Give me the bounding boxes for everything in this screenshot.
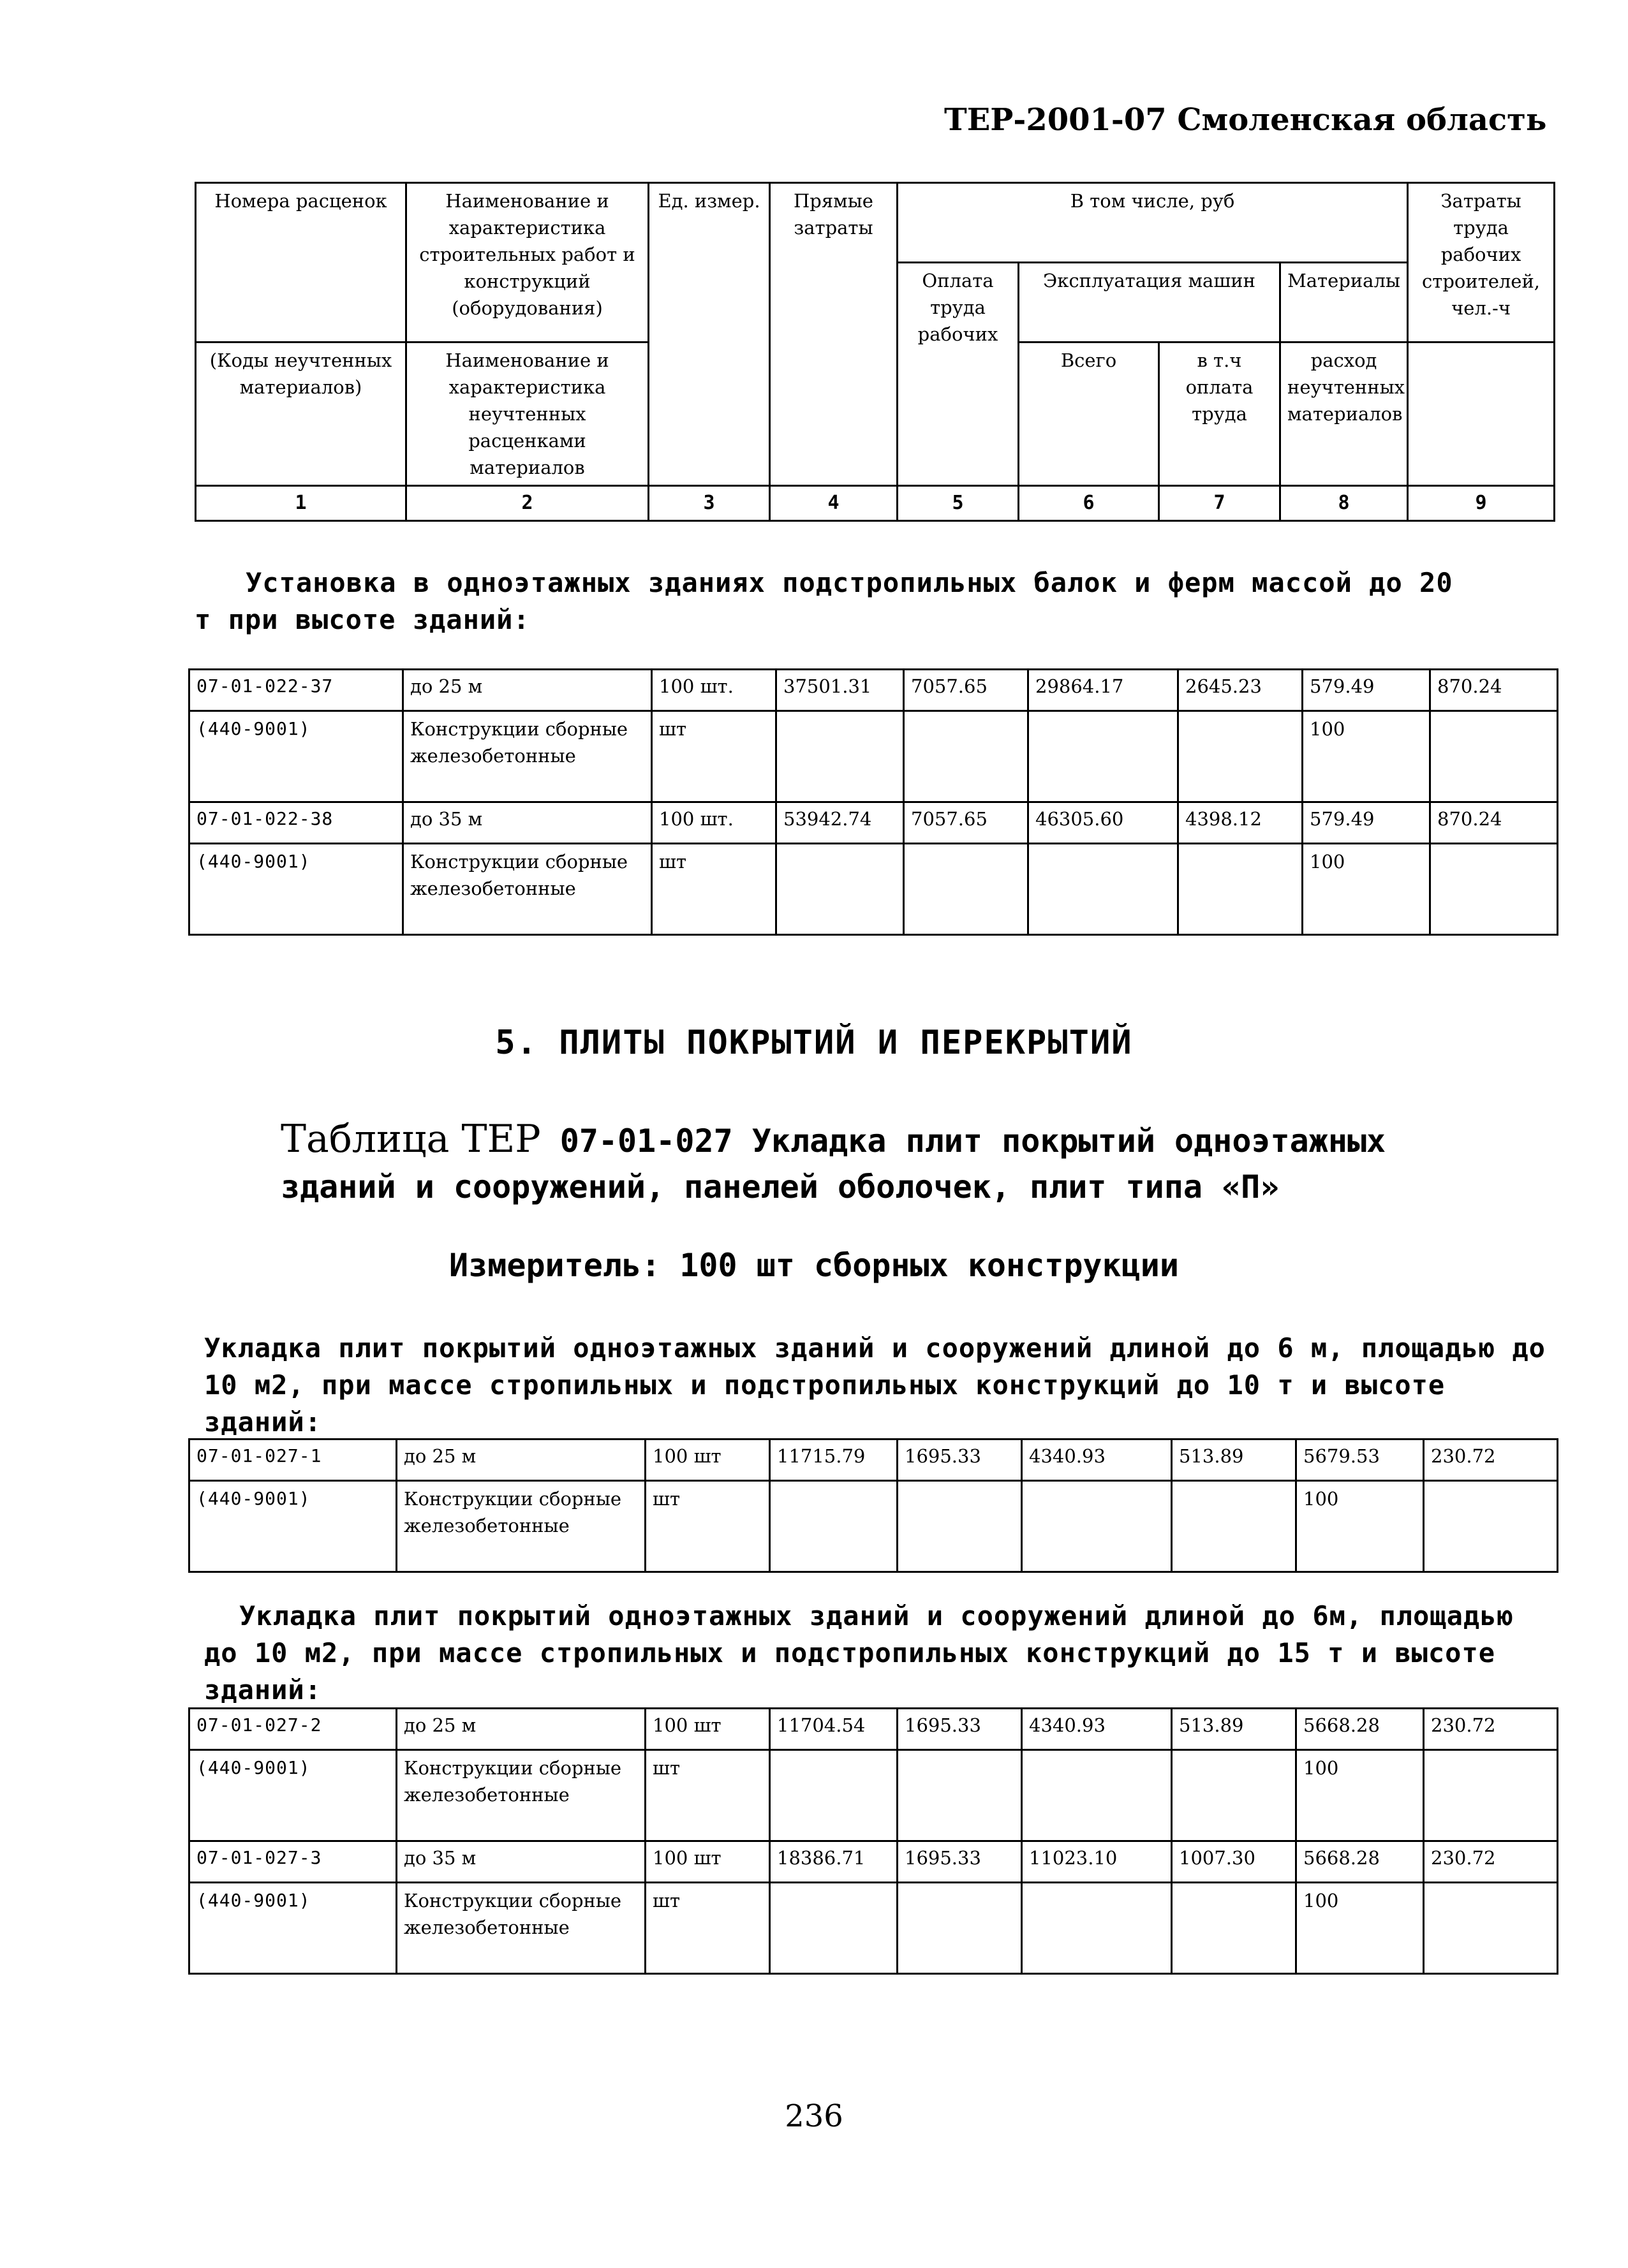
unit: 100 шт.	[652, 802, 776, 844]
col-header-unit: Ед. измер.	[649, 183, 770, 486]
section-heading: 5. ПЛИТЫ ПОКРЫТИЙ И ПЕРЕКРЫТИЙ	[495, 1024, 1133, 1062]
unit: 100 шт	[646, 1709, 770, 1750]
direct-cost	[770, 1750, 898, 1841]
direct-cost: 18386.71	[770, 1841, 898, 1883]
measure-unit: Измеритель: 100 шт сборных конструкции	[449, 1247, 1179, 1284]
materials-cost: 5679.53	[1296, 1440, 1424, 1481]
machines-labor-cost: 4398.12	[1178, 802, 1303, 844]
table-row	[189, 711, 1558, 802]
unit: шт	[646, 1883, 770, 1974]
labor-hours: 870.24	[1430, 670, 1558, 711]
direct-cost: 11704.54	[770, 1709, 898, 1750]
table-row	[189, 1709, 1558, 1750]
col-header-labor: Оплата труда рабочих	[898, 263, 1019, 486]
material-quantity: 100	[1303, 844, 1430, 935]
col-number-7: 7	[1159, 486, 1280, 521]
labor-cost	[904, 844, 1028, 935]
material-quantity: 100	[1296, 1750, 1424, 1841]
col-header-machines-total: Всего	[1019, 342, 1159, 486]
machines-cost: 46305.60	[1028, 802, 1178, 844]
section-2-table	[188, 1438, 1558, 1573]
material-quantity: 100	[1296, 1883, 1424, 1974]
page-number: 236	[785, 2098, 843, 2134]
machines-cost: 4340.93	[1022, 1440, 1172, 1481]
col-header-hours-tail	[1408, 342, 1555, 486]
col-header-hours: Затраты труда рабочих строителей, чел.-ч	[1408, 183, 1555, 342]
machines-cost	[1022, 1750, 1172, 1841]
labor-cost: 7057.65	[904, 802, 1028, 844]
machines-labor-cost: 2645.23	[1178, 670, 1303, 711]
direct-cost: 37501.31	[776, 670, 904, 711]
machines-labor-cost	[1172, 1481, 1296, 1572]
direct-cost	[776, 711, 904, 802]
machines-labor-cost: 513.89	[1172, 1709, 1296, 1750]
materials-cost: 579.49	[1303, 670, 1430, 711]
machines-labor-cost	[1178, 844, 1303, 935]
material-quantity: 100	[1303, 711, 1430, 802]
machines-cost	[1022, 1481, 1172, 1572]
rate-code: 07-01-027-1	[189, 1440, 397, 1481]
unit: 100 шт	[646, 1841, 770, 1883]
material-name: Конструкции сборные железобетонные	[403, 711, 652, 802]
machines-cost	[1028, 844, 1178, 935]
machines-labor-cost: 513.89	[1172, 1440, 1296, 1481]
work-name: до 25 м	[397, 1440, 646, 1481]
table-row	[189, 802, 1558, 844]
col-header-group: В том числе, руб	[898, 183, 1408, 263]
section-1-intro: Установка в одноэтажных зданиях подстропильных балок и ферм массой до 20 т при высоте зданий:	[195, 567, 1453, 635]
labor-hours: 230.72	[1424, 1709, 1558, 1750]
material-code: (440-9001)	[189, 1883, 397, 1974]
table-row	[189, 1883, 1558, 1974]
table-title-line-1	[281, 1116, 1557, 1164]
material-code: (440-9001)	[189, 1481, 397, 1572]
work-name: до 35 м	[397, 1841, 646, 1883]
unit: шт	[646, 1481, 770, 1572]
section-3-intro: Укладка плит покрытий одноэтажных зданий и сооружений длиной до 6м, площадью до 10 м2, при массе стропильных и подстропильных конструкций до 15 т и высоте зданий:	[204, 1600, 1514, 1705]
materials-cost: 5668.28	[1296, 1709, 1424, 1750]
labor-hours	[1424, 1750, 1558, 1841]
col-header-machines: Эксплуатация машин	[1019, 263, 1280, 342]
table-title-label: Таблица ТЕР	[281, 1117, 541, 1161]
rate-code: 07-01-027-3	[189, 1841, 397, 1883]
labor-cost	[898, 1883, 1022, 1974]
section-1-table	[188, 668, 1558, 936]
labor-hours	[1430, 711, 1558, 802]
table-row	[189, 1440, 1558, 1481]
col-number-4: 4	[770, 486, 898, 521]
col-number-6: 6	[1019, 486, 1159, 521]
machines-labor-cost: 1007.30	[1172, 1841, 1296, 1883]
col-number-8: 8	[1280, 486, 1408, 521]
material-code: (440-9001)	[189, 711, 403, 802]
machines-cost	[1028, 711, 1178, 802]
material-code: (440-9001)	[189, 844, 403, 935]
table-row	[189, 844, 1558, 935]
column-header-table	[195, 182, 1555, 522]
document-header: ТЕР-2001-07 Смоленская область	[944, 102, 1547, 138]
material-code: (440-9001)	[189, 1750, 397, 1841]
col-number-5: 5	[898, 486, 1019, 521]
work-name: до 35 м	[403, 802, 652, 844]
col-header-name: Наименование и характеристика строительных работ и конструкций (оборудования)	[406, 183, 649, 342]
labor-cost	[898, 1481, 1022, 1572]
work-name: до 25 м	[403, 670, 652, 711]
labor-cost: 1695.33	[898, 1841, 1022, 1883]
material-quantity: 100	[1296, 1481, 1424, 1572]
table-row	[189, 1750, 1558, 1841]
table-row	[189, 1481, 1558, 1572]
direct-cost: 53942.74	[776, 802, 904, 844]
rate-code: 07-01-022-37	[189, 670, 403, 711]
labor-hours: 870.24	[1430, 802, 1558, 844]
col-number-2: 2	[406, 486, 649, 521]
col-header-materials-sub: расход неучтенных материалов	[1280, 342, 1408, 486]
materials-cost: 5668.28	[1296, 1841, 1424, 1883]
rate-code: 07-01-027-2	[189, 1709, 397, 1750]
col-number-9: 9	[1408, 486, 1555, 521]
machines-labor-cost	[1172, 1883, 1296, 1974]
material-name: Конструкции сборные железобетонные	[397, 1883, 646, 1974]
unit: 100 шт.	[652, 670, 776, 711]
col-header-materials: Материалы	[1280, 263, 1408, 342]
table-row	[189, 670, 1558, 711]
unit: 100 шт	[646, 1440, 770, 1481]
machines-cost	[1022, 1883, 1172, 1974]
machines-cost: 29864.17	[1028, 670, 1178, 711]
labor-hours: 230.72	[1424, 1841, 1558, 1883]
work-name: до 25 м	[397, 1709, 646, 1750]
labor-hours	[1424, 1481, 1558, 1572]
material-name: Конструкции сборные железобетонные	[397, 1481, 646, 1572]
labor-hours	[1424, 1883, 1558, 1974]
machines-cost: 11023.10	[1022, 1841, 1172, 1883]
col-number-3: 3	[649, 486, 770, 521]
labor-hours	[1430, 844, 1558, 935]
col-header-name-sub: Наименование и характеристика неучтенных расценками материалов	[406, 342, 649, 486]
material-name: Конструкции сборные железобетонные	[403, 844, 652, 935]
col-header-codes: Номера расценок	[196, 183, 406, 342]
table-title	[281, 1116, 1557, 1210]
table-title-text-1: 07-01-027 Укладка плит покрытий одноэтажных	[559, 1123, 1386, 1160]
col-header-machines-labor: в т.ч оплата труда	[1159, 342, 1280, 486]
col-header-direct: Прямые затраты	[770, 183, 898, 486]
labor-cost	[904, 711, 1028, 802]
table-title-text-2: зданий и сооружений, панелей оболочек, плит типа «П»	[281, 1168, 1280, 1205]
table-row	[189, 1841, 1558, 1883]
section-3-table	[188, 1707, 1558, 1975]
machines-labor-cost	[1172, 1750, 1296, 1841]
material-name: Конструкции сборные железобетонные	[397, 1750, 646, 1841]
labor-cost	[898, 1750, 1022, 1841]
direct-cost	[770, 1481, 898, 1572]
col-number-1: 1	[196, 486, 406, 521]
direct-cost	[776, 844, 904, 935]
labor-hours: 230.72	[1424, 1440, 1558, 1481]
labor-cost: 1695.33	[898, 1709, 1022, 1750]
rate-code: 07-01-022-38	[189, 802, 403, 844]
labor-cost: 7057.65	[904, 670, 1028, 711]
unit: шт	[652, 844, 776, 935]
unit: шт	[646, 1750, 770, 1841]
machines-labor-cost	[1178, 711, 1303, 802]
labor-cost: 1695.33	[898, 1440, 1022, 1481]
direct-cost: 11715.79	[770, 1440, 898, 1481]
machines-cost: 4340.93	[1022, 1709, 1172, 1750]
section-2-intro: Укладка плит покрытий одноэтажных зданий и сооружений длиной до 6 м, площадью до 10 м2, при массе стропильных и подстропильных конструкций до 10 т и высоте зданий:	[204, 1332, 1546, 1438]
direct-cost	[770, 1883, 898, 1974]
col-header-codes-sub: (Коды неучтенных материалов)	[196, 342, 406, 486]
materials-cost: 579.49	[1303, 802, 1430, 844]
unit: шт	[652, 711, 776, 802]
